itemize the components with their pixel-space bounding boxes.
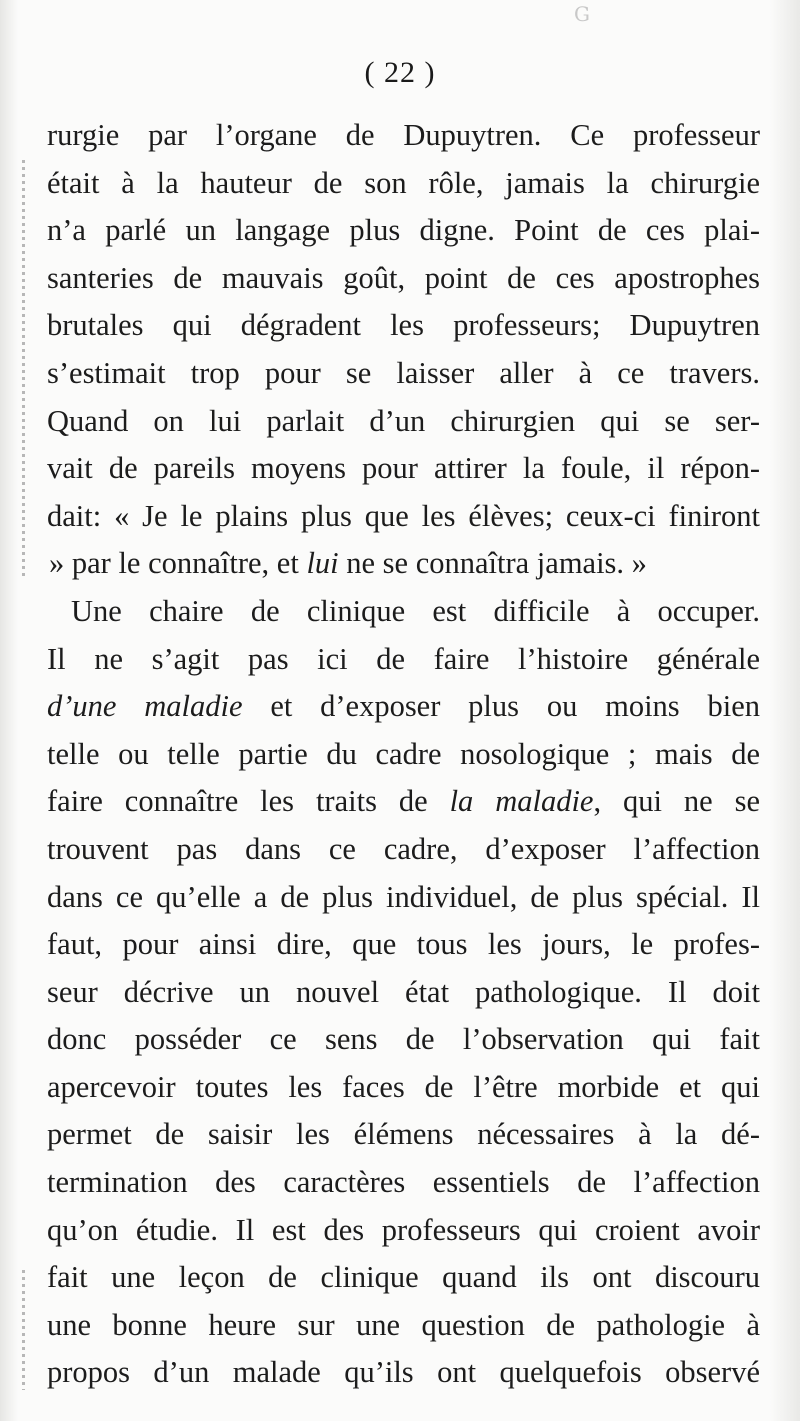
text-line: d’une maladie et d’exposer plus ou moins bien [47, 689, 760, 724]
text-line: Quand on lui parlait d’un chirurgien qui se ser- [47, 403, 760, 438]
text-line: s’estimait trop pour se laisser aller à ce travers. [47, 355, 760, 390]
text-line: était à la hauteur de son rôle, jamais la chirurgie [47, 165, 760, 200]
text-line: n’a parlé un langage plus digne. Point de ces plai- [47, 213, 760, 248]
text-line: propos d’un malade qu’ils ont quelquefois observé [47, 1355, 760, 1390]
text-line: dans ce qu’elle a de plus individuel, de plus spécial. Il [47, 879, 760, 914]
text-line: faire connaître les traits de la maladie, qui ne se [47, 784, 760, 819]
margin-pencil-mark [22, 1270, 25, 1390]
page-right-edge-shadow [770, 0, 800, 1421]
body-text [47, 112, 760, 1397]
text-line: vait de pareils moyens pour attirer la foule, il répon- [47, 451, 760, 486]
text-line: faut, pour ainsi dire, que tous les jours, le profes- [47, 927, 760, 962]
text-line: seur décrive un nouvel état pathologique. Il doit [47, 974, 760, 1009]
italic-phrase: la maladie [449, 784, 594, 819]
text-line: termination des caractères essentiels de l’affection [47, 1165, 760, 1200]
corner-annotation: G [574, 2, 590, 26]
text-line: apercevoir toutes les faces de l’être morbide et qui [47, 1069, 760, 1104]
page-left-edge-shadow [0, 0, 18, 1421]
text-line: Une chaire de clinique est difficile à occuper. [71, 593, 760, 628]
italic-phrase: lui [306, 546, 339, 581]
margin-pencil-mark [22, 160, 25, 580]
text-line: rurgie par l’organe de Dupuytren. Ce professeur [47, 118, 760, 152]
text-line: dait: « Je le plains plus que les élèves; ceux-ci finiront [47, 498, 760, 533]
text-line: brutales qui dégradent les professeurs; Dupuytren [47, 308, 760, 343]
text-line: permet de saisir les élémens nécessaires à la dé- [47, 1117, 760, 1152]
text-line: qu’on étudie. Il est des professeurs qui croient avoir [47, 1212, 760, 1247]
text-line: trouvent pas dans ce cadre, d’exposer l’affection [47, 831, 760, 866]
text-line: donc posséder ce sens de l’observation qui fait [47, 1022, 760, 1057]
italic-phrase: d’une maladie [47, 689, 243, 724]
text-line: » par le connaître, et lui ne se connaîtra jamais. » [49, 546, 647, 581]
page-number: ( 22 ) [364, 56, 436, 89]
text-line: santeries de mauvais goût, point de ces apostrophes [47, 260, 760, 295]
text-line: fait une leçon de clinique quand ils ont discouru [47, 1260, 760, 1295]
text-line: telle ou telle partie du cadre nosologique ; mais de [47, 736, 760, 771]
text-line: Il ne s’agit pas ici de faire l’histoire générale [47, 641, 760, 676]
text-line: une bonne heure sur une question de pathologie à [47, 1307, 760, 1342]
